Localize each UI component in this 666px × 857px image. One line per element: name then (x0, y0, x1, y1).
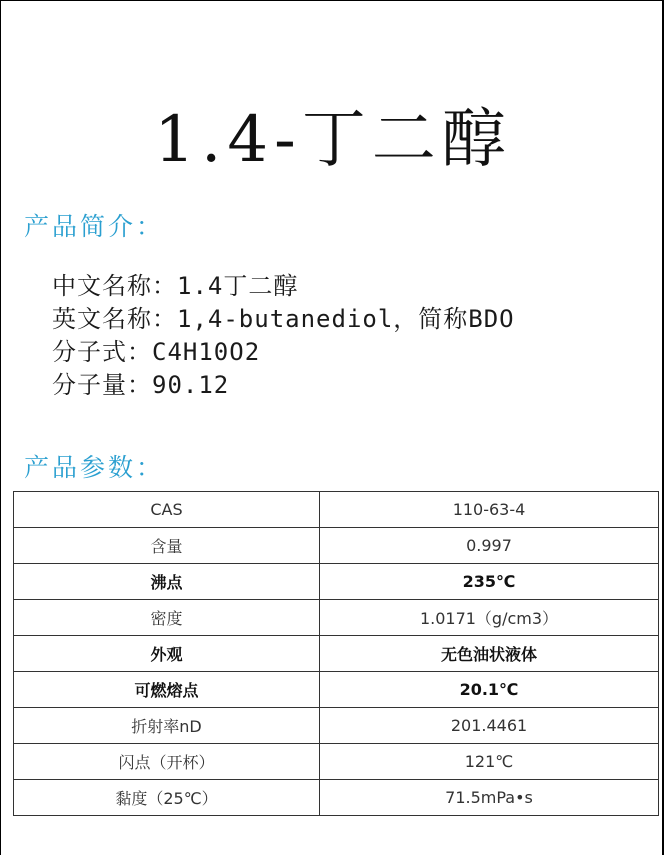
param-name: 闪点（开杯） (14, 744, 320, 780)
param-name: 密度 (14, 600, 320, 636)
intro-block (52, 270, 515, 402)
page-title: 1.4-丁二醇 (154, 103, 512, 177)
param-value: 0.997 (320, 528, 659, 564)
intro-heading: 产品简介： (24, 212, 165, 241)
table-row (14, 708, 659, 744)
param-name: CAS (14, 492, 320, 528)
param-value: 110-63-4 (320, 492, 659, 528)
english-name-line: 英文名称：1,4-butanediol，简称BDO (52, 305, 515, 333)
table-row (14, 744, 659, 780)
table-row (14, 672, 659, 708)
param-value: 201.4461 (320, 708, 659, 744)
params-heading: 产品参数： (24, 453, 165, 482)
param-name: 黏度（25℃） (14, 780, 320, 816)
param-value: 1.0171（g/cm3） (320, 600, 659, 636)
molecular-formula-line: 分子式：C4H10O2 (52, 338, 261, 366)
param-name: 外观 (14, 636, 320, 672)
table-row (14, 780, 659, 816)
param-value: 121℃ (320, 744, 659, 780)
param-value: 20.1℃ (320, 672, 659, 708)
params-table (13, 491, 659, 816)
chinese-name-line: 中文名称：1.4丁二醇 (52, 272, 299, 300)
param-value: 235℃ (320, 564, 659, 600)
table-row (14, 492, 659, 528)
param-name: 可燃熔点 (14, 672, 320, 708)
param-value: 71.5mPa•s (320, 780, 659, 816)
param-name: 折射率nD (14, 708, 320, 744)
molecular-weight-line: 分子量：90.12 (52, 371, 230, 399)
param-name: 沸点 (14, 564, 320, 600)
table-row (14, 600, 659, 636)
table-row (14, 564, 659, 600)
param-value: 无色油状液体 (320, 636, 659, 672)
table-row (14, 636, 659, 672)
table-row (14, 528, 659, 564)
param-name: 含量 (14, 528, 320, 564)
